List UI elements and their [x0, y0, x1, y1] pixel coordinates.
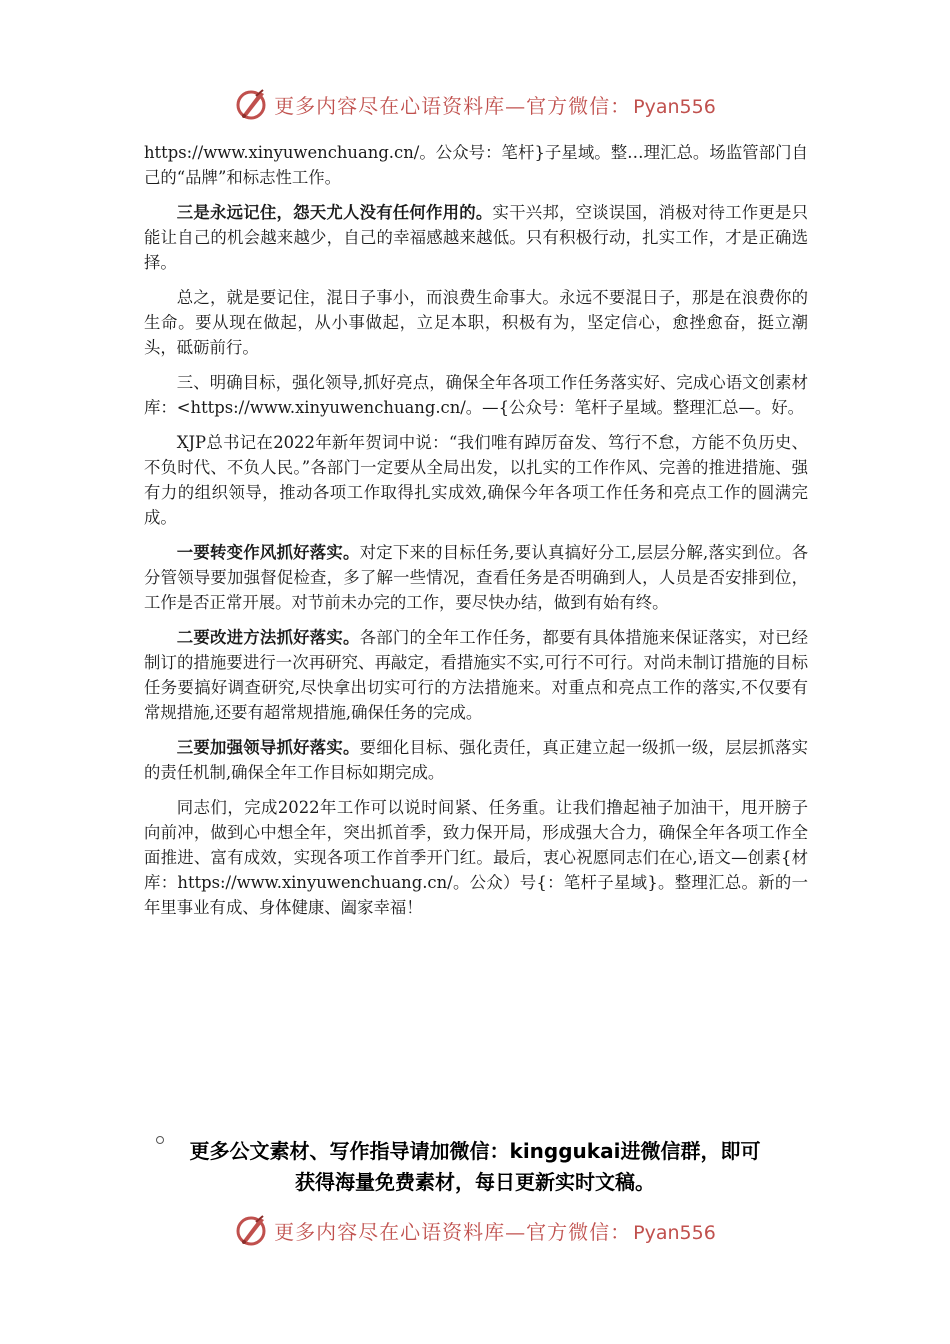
- banner-text: 更多内容尽在心语资料库—官方微信： Pyan556: [274, 1219, 716, 1244]
- paragraph-9: 同志们，完成2022年工作可以说时间紧、任务重。让我们撸起袖子加油干，甩开膀子向前冲，做到心中想全年，突出抓首季，致力保开局，形成强大合力，确保全年各项工作全面推进、富有成效，实现各项工作首季开门红。最后，衷心祝愿同志们在心,语文—创素{材库：https://www.xinyuwenchuang.cn/。公众）号{：笔杆子星域}。整理汇总。新的一年里事业有成、身体健康、阖家幸福！: [144, 798, 808, 917]
- paragraph-heading: 三是永远记住，怨天尤人没有任何作用的。: [176, 203, 493, 222]
- header-banner: [0, 84, 950, 124]
- quill-logo-icon: [234, 86, 270, 122]
- paragraph-8: 三要加强领导抓好落实。要细化目标、强化责任，真正建立起一级抓一级，层层抓落实的责任机制,确保全年工作目标如期完成。: [144, 738, 809, 782]
- wechat-id: Pyan556: [633, 95, 716, 118]
- document-body: [144, 140, 808, 930]
- paragraph-1: https://www.xinyuwenchuang.cn/。公众号：笔杆}子星域。整…理汇总。场监管部门自己的“品牌”和标志性工作。: [144, 143, 808, 187]
- paragraph-4: 三、明确目标，强化领导,抓好亮点，确保全年各项工作任务落实好、完成心语文创素材库：<https://www.xinyuwenchuang.cn/。—{公众号：笔杆子星域。整理汇总—。好。: [144, 373, 808, 417]
- footer-note: [100, 1136, 850, 1198]
- paragraph-heading: 二要改进方法抓好落实。: [176, 628, 360, 647]
- paragraph-5: XJP总书记在2022年新年贺词中说：“我们唯有踔厉奋发、笃行不怠，方能不负历史、不负时代、不负人民。”各部门一定要从全局出发，以扎实的工作作风、完善的推进措施、强有力的组织领导，推动各项工作取得扎实成效,确保今年各项工作任务和亮点工作的圆满完成。: [144, 433, 808, 527]
- banner-text: 更多内容尽在心语资料库—官方微信： Pyan556: [274, 93, 716, 118]
- paragraph-3: 总之，就是要记住，混日子事小，而浪费生命事大。永远不要混日子，那是在浪费你的生命。要从现在做起，从小事做起，立足本职，积极有为，坚定信心，愈挫愈奋，挺立潮头，砥砺前行。: [144, 288, 808, 357]
- wechat-id: Pyan556: [633, 1221, 716, 1244]
- paragraph-heading: 一要转变作风抓好落实。: [176, 543, 360, 562]
- paragraph-6: 一要转变作风抓好落实。对定下来的目标任务,要认真搞好分工,层层分解,落实到位。各分管领导要加强督促检查，多了解一些情况，查看任务是否明确到人，人员是否安排到位，工作是否正常开展。对节前未办完的工作，要尽快办结，做到有始有终。: [144, 543, 808, 612]
- paragraph-2: 三是永远记住，怨天尤人没有任何作用的。实干兴邦，空谈误国，消极对待工作更是只能让自己的机会越来越少，自己的幸福感越来越低。只有积极行动，扎实工作，才是正确选择。: [144, 203, 809, 272]
- paragraph-7: 二要改进方法抓好落实。各部门的全年工作任务，都要有具体措施来保证落实，对已经制订的措施要进行一次再研究、再敲定，看措施实不实,可行不可行。对尚未制订措施的目标任务要搞好调查研究,尽快拿出切实可行的方法措施来。对重点和亮点工作的落实,不仅要有常规措施,还要有超常规措施,确保任务的完成。: [144, 628, 809, 722]
- paragraph-heading: 三要加强领导抓好落实。: [176, 738, 360, 757]
- footer-line-1: 更多公文素材、写作指导请加微信：kinggukai进微信群，即可: [189, 1139, 761, 1163]
- footer-banner: [0, 1210, 950, 1250]
- quill-logo-icon: [234, 1212, 270, 1248]
- footer-line-2: 获得海量免费素材，每日更新实时文稿。: [295, 1170, 655, 1194]
